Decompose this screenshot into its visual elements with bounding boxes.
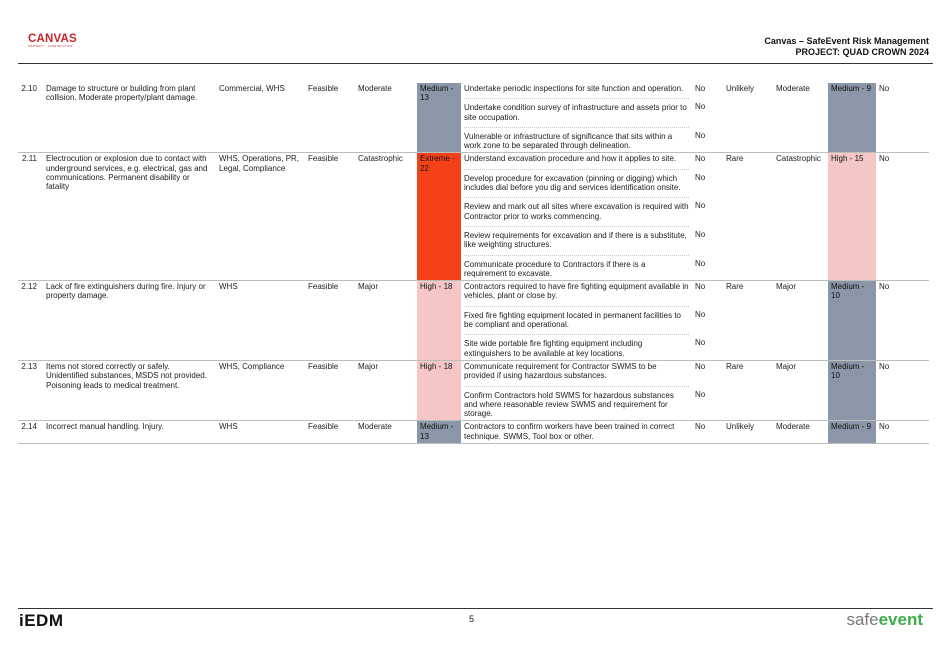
safeevent-logo-safe: safe — [846, 610, 879, 629]
risk-category: WHS — [216, 421, 305, 444]
control-measure: Fixed fire fighting equipment located in permanent facilities to be compliant and operational. — [464, 306, 689, 330]
control-implemented-value: No — [695, 172, 706, 182]
control-implemented-value: No — [695, 229, 706, 239]
risk-row — [18, 281, 929, 361]
further-action: No — [876, 281, 929, 361]
control-implemented-value: No — [695, 258, 706, 268]
residual-likelihood: Unlikely — [723, 83, 773, 153]
control-implemented-value: No — [695, 154, 706, 164]
control-measure: Undertake condition survey of infrastructure and assets prior to site occupation. — [464, 98, 689, 122]
residual-rating: Medium - 10 — [828, 281, 876, 361]
control-measure: Confirm Contractors hold SWMS for hazardous substances and where reasonable review SWMS and requirement for storage. — [464, 386, 689, 419]
risk-id: 2.10 — [18, 83, 43, 153]
residual-rating: Medium - 9 — [828, 83, 876, 153]
control-measure: Review and mark out all sites where excavation is required with Contractor prior to works commencing. — [464, 197, 689, 221]
control-implemented — [692, 421, 723, 444]
residual-consequence: Major — [773, 281, 828, 361]
control-measures — [461, 153, 692, 281]
further-action: No — [876, 153, 929, 281]
control-measure: Understand excavation procedure and how it applies to site. — [464, 154, 677, 164]
control-implemented — [692, 360, 723, 420]
inherent-likelihood: Feasible — [305, 281, 355, 361]
control-implemented-value: No — [695, 422, 706, 432]
control-implemented-value: No — [695, 130, 706, 140]
further-action: No — [876, 360, 929, 420]
risk-table-body — [18, 83, 929, 444]
control-implemented — [692, 153, 723, 281]
risk-description: Electrocution or explosion due to contact with underground services, e.g. electrical, gas and communications. Permanent disability or fatality — [43, 153, 216, 281]
residual-consequence: Catastrophic — [773, 153, 828, 281]
inherent-rating: Extreme - 22 — [417, 153, 461, 281]
control-implemented-value: No — [695, 389, 706, 399]
residual-likelihood: Rare — [723, 360, 773, 420]
further-action: No — [876, 83, 929, 153]
residual-consequence: Moderate — [773, 421, 828, 444]
footer-divider — [18, 608, 933, 609]
safeevent-logo-event: event — [878, 610, 923, 629]
further-action: No — [876, 421, 929, 444]
residual-rating: Medium - 10 — [828, 360, 876, 420]
inherent-likelihood: Feasible — [305, 153, 355, 281]
risk-row — [18, 421, 929, 444]
risk-register-table — [18, 83, 929, 444]
inherent-rating: High - 18 — [417, 281, 461, 361]
canvas-logo-tagline: PROPERTY · CONSTRUCTION — [28, 45, 73, 48]
header-divider — [18, 63, 933, 64]
inherent-likelihood: Feasible — [305, 83, 355, 153]
inherent-rating: High - 18 — [417, 360, 461, 420]
safeevent-logo — [846, 610, 923, 630]
control-measure: Communicate requirement for Contractor SWMS to be provided if using hazardous substances. — [464, 361, 657, 381]
inherent-consequence: Moderate — [355, 421, 417, 444]
canvas-logo — [28, 32, 77, 50]
iedm-logo: iEDM — [19, 611, 64, 630]
page-number: 5 — [469, 614, 475, 624]
control-implemented-value: No — [695, 102, 706, 112]
control-implemented-value: No — [695, 282, 706, 292]
risk-id: 2.12 — [18, 281, 43, 361]
risk-row — [18, 153, 929, 281]
risk-description: Items not stored correctly or safely. Unidentified substances, MSDS not provided. Poisoning leads to medical treatment. — [43, 360, 216, 420]
risk-description: Lack of fire extinguishers during fire. Injury or property damage. — [43, 281, 216, 361]
canvas-logo-word: CANVAS — [28, 32, 77, 46]
control-measure: Review requirements for excavation and if there is a substitute, like weighting structures. — [464, 226, 689, 250]
residual-rating: High - 15 — [828, 153, 876, 281]
risk-row — [18, 83, 929, 153]
risk-description: Damage to structure or building from plant collision. Moderate property/plant damage. — [43, 83, 216, 153]
residual-rating: Medium - 9 — [828, 421, 876, 444]
control-measures — [461, 281, 692, 361]
control-measure: Undertake periodic inspections for site function and operation. — [464, 84, 684, 93]
control-measure: Site wide portable fire fighting equipment including extinguishers to be available at key locations. — [464, 334, 689, 358]
control-implemented-value: No — [695, 338, 706, 348]
risk-category: Commercial, WHS — [216, 83, 305, 153]
inherent-consequence: Catastrophic — [355, 153, 417, 281]
header-title-line1: Canvas – SafeEvent Risk Management — [764, 36, 929, 46]
residual-consequence: Major — [773, 360, 828, 420]
inherent-consequence: Moderate — [355, 83, 417, 153]
control-measure: Contractors required to have fire fighting equipment available in vehicles, plant or close by. — [464, 282, 689, 301]
control-measure: Vulnerable or infrastructure of significance that sits within a work zone to be separated through delineation. — [464, 127, 689, 151]
inherent-rating: Medium - 13 — [417, 83, 461, 153]
residual-likelihood: Unlikely — [723, 421, 773, 444]
control-measure: Develop procedure for excavation (pinning or digging) which includes dial before you dig and services identification onsite. — [464, 169, 689, 193]
control-measures — [461, 360, 692, 420]
control-implemented — [692, 83, 723, 153]
inherent-consequence: Major — [355, 281, 417, 361]
control-implemented-value: No — [695, 309, 706, 319]
document-header — [764, 36, 929, 58]
risk-id: 2.13 — [18, 360, 43, 420]
control-measure: Communicate procedure to Contractors if there is a requirement to excavate. — [464, 255, 689, 279]
inherent-consequence: Major — [355, 360, 417, 420]
risk-row — [18, 360, 929, 420]
residual-likelihood: Rare — [723, 281, 773, 361]
control-measures — [461, 421, 692, 444]
inherent-likelihood: Feasible — [305, 421, 355, 444]
control-measure: Contractors to confirm workers have been trained in correct technique. SWMS, Tool box or other. — [464, 422, 675, 441]
inherent-rating: Medium - 13 — [417, 421, 461, 444]
control-implemented-value: No — [695, 84, 706, 93]
risk-category: WHS, Compliance — [216, 360, 305, 420]
risk-id: 2.11 — [18, 153, 43, 281]
control-implemented-value: No — [695, 361, 706, 371]
control-implemented-value: No — [695, 201, 706, 211]
risk-id: 2.14 — [18, 421, 43, 444]
inherent-likelihood: Feasible — [305, 360, 355, 420]
control-implemented — [692, 281, 723, 361]
control-measures — [461, 83, 692, 153]
residual-likelihood: Rare — [723, 153, 773, 281]
risk-description: Incorrect manual handling. Injury. — [43, 421, 216, 444]
residual-consequence: Moderate — [773, 83, 828, 153]
risk-category: WHS — [216, 281, 305, 361]
risk-category: WHS, Operations, PR, Legal, Compliance — [216, 153, 305, 281]
header-title-line2: PROJECT: QUAD CROWN 2024 — [795, 47, 929, 57]
